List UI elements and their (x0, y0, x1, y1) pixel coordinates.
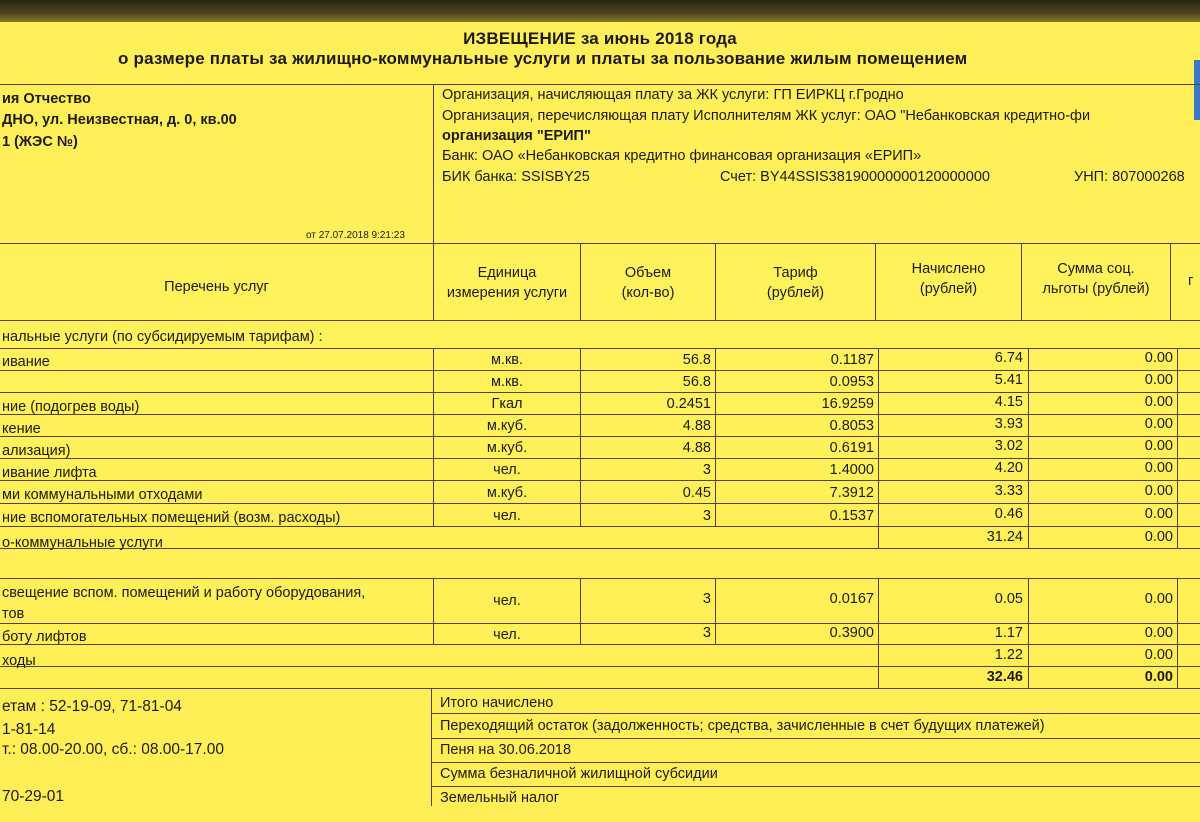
header-unit-1: Единица (477, 265, 537, 281)
bank-account: Счет: BY44SSIS38190000000120000000 (720, 169, 990, 185)
org-unp: УНП: 807000268 (1074, 169, 1185, 185)
header-volume-2: (кол-во) (621, 285, 675, 301)
contact-phones: етам : 52-19-09, 71-81-04 (2, 698, 182, 715)
section-utilities-label: нальные услуги (по субсидируемым тарифам) : (2, 329, 323, 345)
payer-address: ДНО, ул. Неизвестная, д. 0, кв.00 (2, 112, 237, 128)
header-tariff-2: (рублей) (766, 285, 825, 301)
footer-subsidy: Сумма безналичной жилищной субсидии (440, 766, 718, 782)
header-services: Перечень услуг (164, 279, 269, 295)
payer-name: ия Отчество (2, 91, 91, 107)
header-tariff-1: Тариф (773, 265, 818, 281)
contact-phone-2: 1-81-14 (2, 721, 56, 738)
footer-balance: Переходящий остаток (задолженность; средства, зачисленные в счет будущих платежей) (440, 718, 1045, 734)
header-benefit-1: Сумма соц. (1057, 261, 1135, 277)
payer-zhes: 1 (ЖЭС №) (2, 134, 78, 150)
footer-land-tax: Земельный налог (440, 790, 559, 806)
header-benefit-2: льготы (рублей) (1042, 281, 1150, 297)
notice-title: ИЗВЕЩЕНИЕ за июнь 2018 года (463, 29, 737, 48)
working-hours: т.: 08.00-20.00, сб.: 08.00-17.00 (2, 741, 224, 758)
notice-date: от 27.07.2018 9:21:23 (306, 230, 405, 241)
notice-subtitle: о размере платы за жилищно-коммунальные услуги и платы за пользование жилым помещением (118, 49, 968, 68)
org-charging: Организация, начисляющая плату за ЖК услуги: ГП ЕИРКЦ г.Гродно (442, 87, 904, 103)
org-transferring: Организация, перечисляющая плату Исполнителям ЖК услуг: ОАО "Небанковская кредитно-фи (442, 108, 1091, 124)
header-unit-2: измерения услуги (446, 285, 568, 301)
header-extra: г (1188, 273, 1194, 289)
footer-penalty: Пеня на 30.06.2018 (440, 742, 572, 758)
header-volume-1: Объем (624, 265, 672, 281)
org-name: организация "ЕРИП" (442, 128, 591, 144)
bank-bik: БИК банка: SSISBY25 (442, 169, 590, 185)
total-benefit: 0.00 (1144, 669, 1173, 685)
header-charged-1: Начислено (911, 261, 986, 277)
bank-name: Банк: ОАО «Небанковская кредитно финансовая организация «ЕРИП» (442, 148, 922, 164)
photo-edge-object (1194, 60, 1200, 120)
contact-phone-3: 70-29-01 (2, 788, 65, 805)
photo-top-shadow (0, 0, 1200, 22)
header-charged-2: (рублей) (919, 281, 978, 297)
footer-total-charged: Итого начислено (440, 695, 554, 711)
total-charged: 32.46 (986, 669, 1023, 685)
